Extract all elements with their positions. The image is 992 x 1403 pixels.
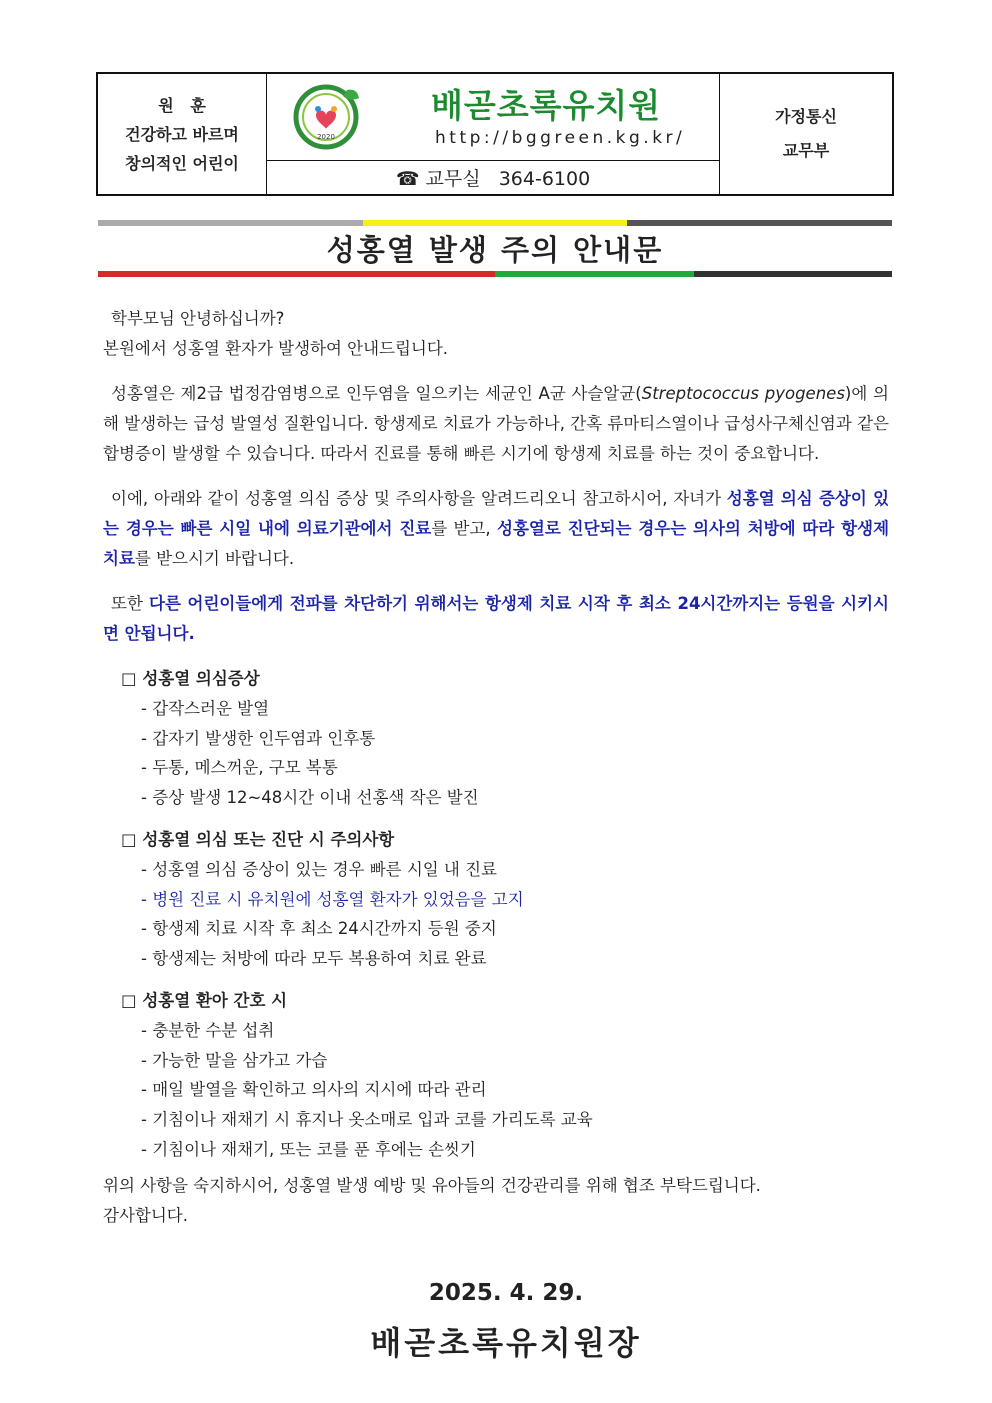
section-care: [121, 986, 889, 1165]
section-symptoms: [121, 664, 889, 813]
list-item-highlight: - 병원 진료 시 유치원에 성홍열 환자가 있었음을 고지: [141, 889, 524, 909]
school-name: 배곧초록유치원: [431, 86, 662, 125]
department: 교무부: [782, 141, 830, 160]
document-title: 성홍열 발생 주의 안내문: [326, 233, 664, 267]
section-title: □ 성홍열 의심 또는 진단 시 주의사항: [121, 829, 395, 849]
list-item: - 갑작스러운 발열: [141, 698, 270, 718]
greeting: 학부모님 안녕하십니까?: [111, 309, 285, 328]
doc-type: 가정통신: [775, 107, 837, 126]
list-item: - 기침이나 재채기 시 휴지나 옷소매로 입과 코를 가리도록 교육: [141, 1110, 593, 1130]
closing-thanks: 감사합니다.: [103, 1205, 188, 1225]
list-item: - 두통, 메스꺼운, 구모 복통: [141, 758, 338, 778]
paragraph-warning: 또한 다른 어린이들에게 전파를 차단하기 위해서는 항생제 치료 시작 후 최소 24시간까지는 등원을 시키시면 안됩니다.: [103, 594, 889, 643]
list-item: - 성홍열 의심 증상이 있는 경우 빠른 시일 내 진료: [141, 859, 497, 879]
letterhead: [96, 72, 894, 196]
school-info: [267, 74, 720, 194]
closing-text: 위의 사항을 숙지하시어, 성홍열 발생 예방 및 유아들의 건강관리를 위해 협조 부탁드립니다.: [103, 1175, 761, 1195]
list-item: - 항생제는 처방에 따라 모두 복용하여 치료 완료: [141, 949, 487, 969]
list-item: - 매일 발열을 확인하고 의사의 지시에 따라 관리: [141, 1080, 487, 1100]
motto-box: [98, 74, 267, 194]
list-item: - 가능한 말을 삼가고 가습: [141, 1050, 328, 1070]
list-item: - 갑자기 발생한 인두염과 인후통: [141, 728, 376, 748]
list-item: - 증상 발생 12~48시간 이내 선홍색 작은 발진: [141, 788, 479, 808]
school-url[interactable]: http://bggreen.kg.kr/: [435, 128, 686, 148]
principal-signature: 배곧초록유치원장: [370, 1324, 642, 1362]
motto-title: 원 훈: [158, 95, 206, 115]
school-logo-icon: [291, 82, 361, 152]
section-precautions: [121, 825, 889, 974]
motto-line: 건강하고 바르며: [125, 124, 239, 144]
section-title: □ 성홍열 의심증상: [121, 669, 260, 688]
bottom-color-bar: [98, 271, 892, 277]
motto-line: 창의적인 어린이: [125, 153, 239, 173]
section-title: □ 성홍열 환아 간호 시: [121, 990, 288, 1010]
document-body: [103, 304, 889, 1231]
list-item: - 기침이나 재채기, 또는 코를 푼 후에는 손씻기: [141, 1139, 476, 1159]
phone-number: ☎ 교무실 364-6100: [395, 168, 591, 190]
document-date: 2025. 4. 29.: [428, 1280, 584, 1306]
top-color-bar: [98, 220, 892, 226]
greeting: 본원에서 성홍열 환자가 발생하여 안내드립니다.: [103, 339, 449, 358]
list-item: - 충분한 수분 섭취: [141, 1020, 275, 1040]
list-item: - 항생제 치료 시작 후 최소 24시간까지 등원 중지: [141, 919, 497, 939]
doc-type-box: [720, 74, 892, 194]
paragraph-description: 성홍열은 제2급 법정감염병으로 인두염을 일으키는 세균인 A균 사슬알균(Streptococcus pyogenes)에 의해 발생하는 급성 발열성 질환입니다. 항생제로 치료가 가능하나, 간혹 류마티스열이나 급성사구체신염과 같은 합병증이 발생할 수 있습니다. 따라서 진료를 통해 빠른 시기에 항생제 치료를 하는 것이 중요합니다.: [103, 384, 889, 463]
paragraph-request: 이에, 아래와 같이 성홍열 의심 증상 및 주의사항을 알려드리오니 참고하시어, 자녀가 성홍열 의심 증상이 있는 경우는 빠른 시일 내에 의료기관에서 진료를 받고, 성홍열로 진단되는 경우는 의사의 처방에 따라 항생제 치료를 받으시기 바랍니다.: [103, 489, 890, 568]
svg-text:2020: 2020: [317, 133, 335, 141]
